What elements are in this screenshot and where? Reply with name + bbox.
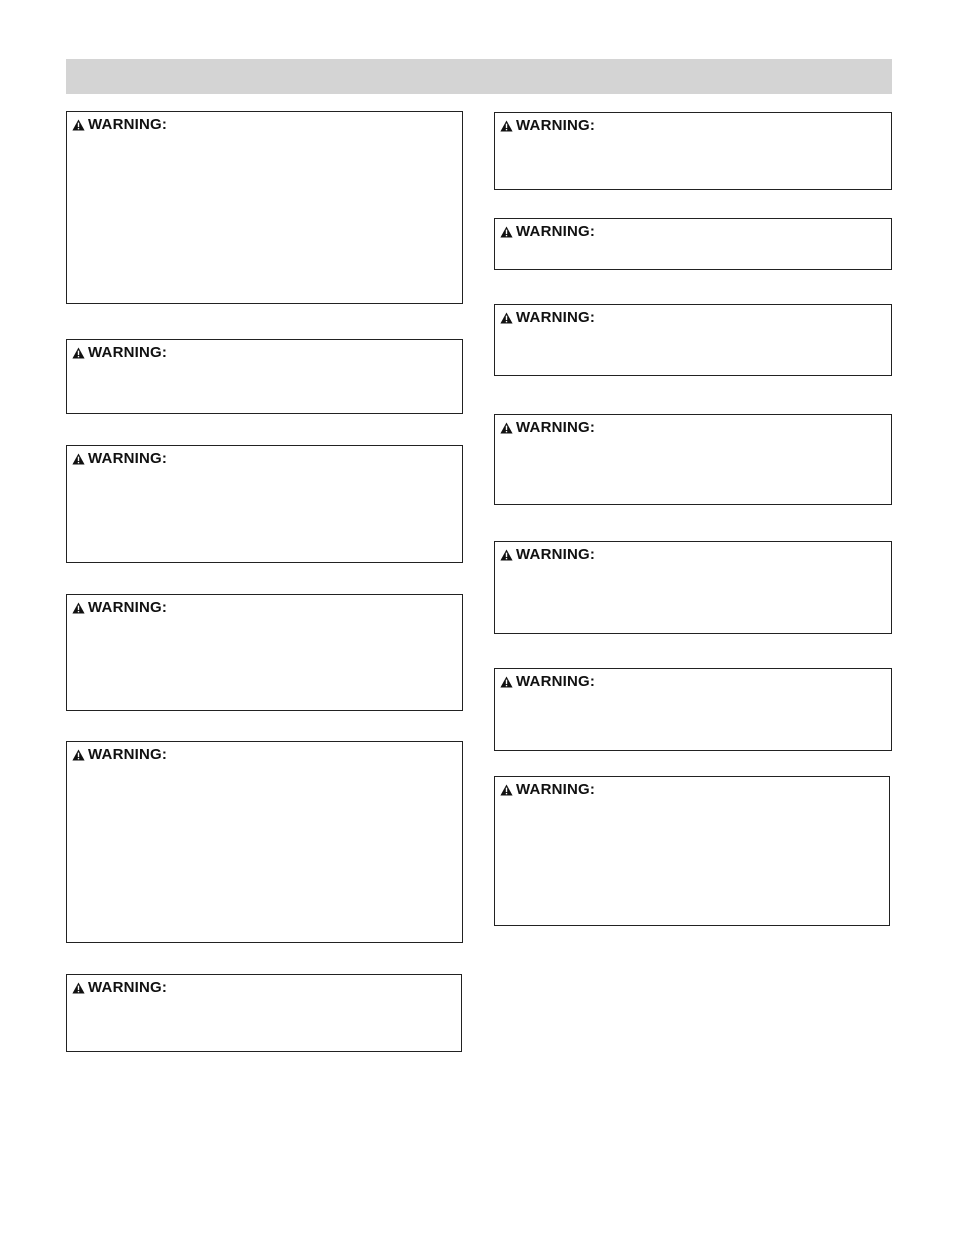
warning-label: WARNING:: [88, 344, 168, 361]
warning-heading: [500, 117, 595, 134]
warning-box: [66, 741, 463, 943]
warning-heading: [500, 673, 595, 690]
warning-label: WARNING:: [516, 781, 596, 798]
warning-triangle-icon: [72, 119, 85, 131]
warning-label: WARNING:: [88, 979, 168, 996]
warning-triangle-icon: [500, 226, 513, 238]
warning-box: [494, 112, 892, 190]
warning-box: [66, 594, 463, 711]
warning-heading: [500, 309, 595, 326]
warning-heading: [500, 419, 595, 436]
warning-box: [494, 218, 892, 270]
warning-triangle-icon: [500, 784, 513, 796]
warning-label: WARNING:: [516, 117, 596, 134]
warning-box: [494, 541, 892, 634]
warning-box: [66, 111, 463, 304]
warning-heading: [500, 223, 595, 240]
warning-triangle-icon: [500, 120, 513, 132]
section-header-bar: [66, 59, 892, 94]
warning-box: [494, 668, 892, 751]
warning-heading: [72, 746, 167, 763]
warning-heading: [72, 599, 167, 616]
warning-label: WARNING:: [516, 223, 596, 240]
warning-triangle-icon: [72, 982, 85, 994]
warning-label: WARNING:: [516, 673, 596, 690]
warning-label: WARNING:: [88, 746, 168, 763]
warning-triangle-icon: [72, 347, 85, 359]
warning-triangle-icon: [72, 453, 85, 465]
warning-label: WARNING:: [516, 546, 596, 563]
warning-label: WARNING:: [88, 116, 168, 133]
warning-box: [66, 445, 463, 563]
warning-label: WARNING:: [516, 419, 596, 436]
warning-triangle-icon: [500, 312, 513, 324]
warning-box: [66, 339, 463, 414]
warning-heading: [500, 781, 595, 798]
warning-triangle-icon: [72, 749, 85, 761]
warning-box: [66, 974, 462, 1052]
warning-heading: [500, 546, 595, 563]
warning-label: WARNING:: [516, 309, 596, 326]
warning-heading: [72, 116, 167, 133]
warning-box: [494, 304, 892, 376]
warning-triangle-icon: [72, 602, 85, 614]
warning-box: [494, 414, 892, 505]
warning-triangle-icon: [500, 549, 513, 561]
warning-heading: [72, 344, 167, 361]
warning-label: WARNING:: [88, 450, 168, 467]
warning-label: WARNING:: [88, 599, 168, 616]
warning-triangle-icon: [500, 422, 513, 434]
warning-heading: [72, 450, 167, 467]
warning-triangle-icon: [500, 676, 513, 688]
warning-box: [494, 776, 890, 926]
warning-heading: [72, 979, 167, 996]
